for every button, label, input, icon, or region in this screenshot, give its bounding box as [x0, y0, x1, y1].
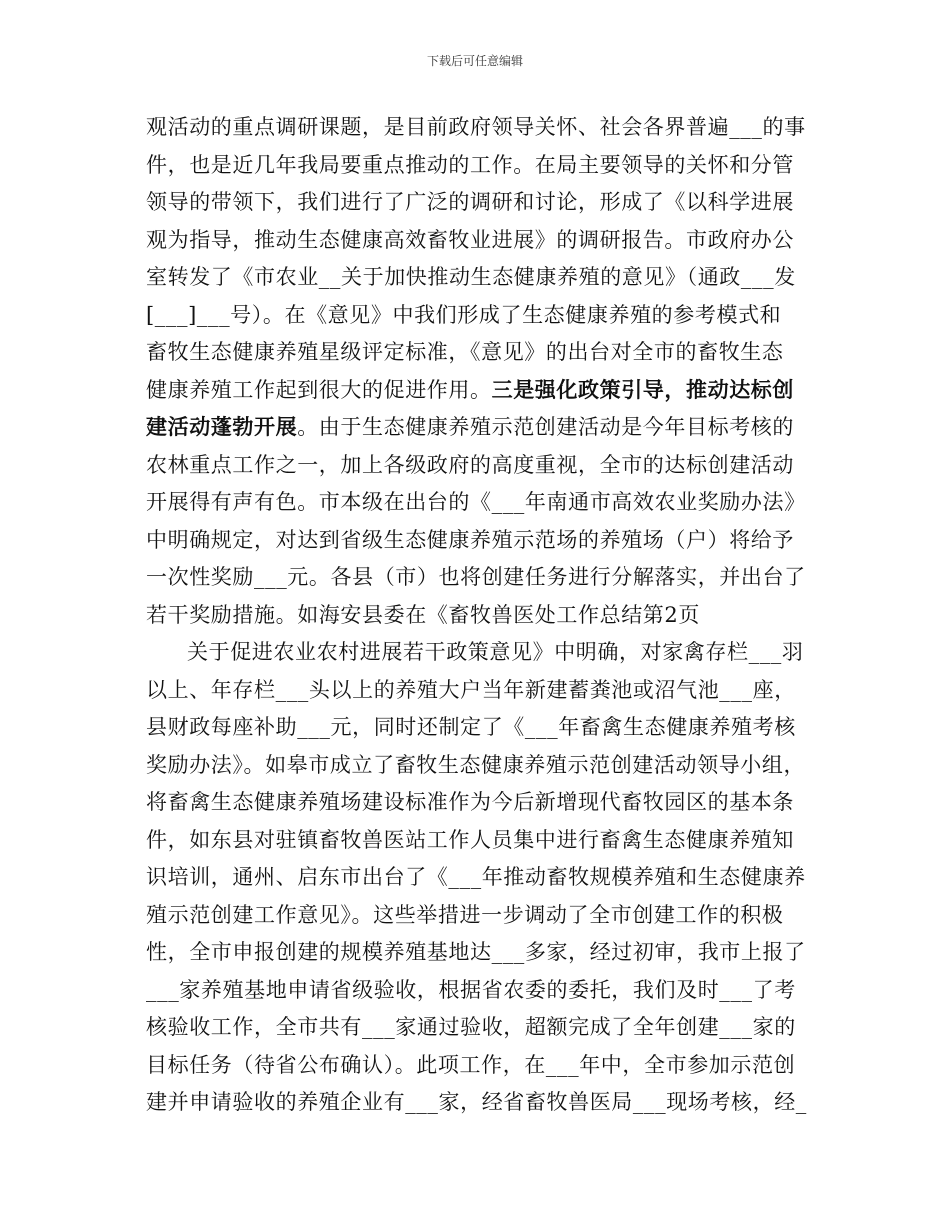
text-line: 观为指导，推动生态健康高效畜牧业进展》的调研报告。市政府办公	[146, 228, 794, 252]
text-line: 关于促进农业农村进展若干政策意见》中明确，对家禽存栏___羽	[187, 640, 804, 664]
text-line: 县财政每座补助___元，同时还制定了《___年畜禽生态健康养殖考核	[146, 715, 796, 739]
text-line: 畜牧生态健康养殖星级评定标准，《意见》的出台对全市的畜牧生态	[146, 340, 784, 364]
text-line: 观活动的重点调研课题，是目前政府领导关怀、社会各界普遍___的事	[146, 115, 806, 139]
text-line: 以上、年存栏___头以上的养殖大户当年新建蓄粪池或沼气池___座，	[146, 678, 796, 702]
text-line: 室转发了《市农业__关于加快推动生态健康养殖的意见》（通政___发	[146, 265, 796, 289]
text-line: 中明确规定，对达到省级生态健康养殖示范场的养殖场（户）将给予	[146, 528, 794, 552]
text-line: 性，全市申报创建的规模养殖基地达___多家，经过初审，我市上报了	[146, 940, 806, 964]
heading-emphasis: 建活动蓬勃开展	[146, 414, 298, 439]
text-plain: 。由于生态健康养殖示范创建活动是今年目标考核的	[297, 415, 795, 439]
text-line: ___家养殖基地申请省级验收，根据省农委的委托，我们及时___了考	[146, 978, 796, 1002]
page-header: 下载后可任意编辑	[426, 54, 523, 68]
text-line: 若干奖励措施。如海安县委在《畜牧兽医处工作总结第2页	[146, 603, 700, 627]
heading-emphasis: 三是强化政策引导，推动达标创	[491, 377, 795, 402]
text-line	[146, 412, 794, 442]
text-line: 领导的带领下，我们进行了广泛的调研和讨论，形成了《以科学进展	[146, 190, 794, 214]
text-line: 一次性奖励___元。各县（市）也将创建任务进行分解落实，并出台了	[146, 565, 806, 589]
text-line: 件，也是近几年我局要重点推动的工作。在局主要领导的关怀和分管	[146, 153, 794, 177]
text-line: 目标任务（待省公布确认）。此项工作，在___年中，全市参加示范创	[146, 1053, 796, 1077]
text-line: 殖示范创建工作意见》。这些举措进一步调动了全市创建工作的积极	[146, 903, 784, 927]
text-line: 开展得有声有色。市本级在出台的《___年南通市高效农业奖励办法》	[146, 490, 806, 514]
text-line	[146, 375, 794, 405]
text-line: 识培训，通州、启东市出台了《___年推动畜牧规模养殖和生态健康养	[146, 865, 806, 889]
text-line: 件，如东县对驻镇畜牧兽医站工作人员集中进行畜禽生态健康养殖知	[146, 828, 794, 852]
text-line: [___]___号）。在《意见》中我们形成了生态健康养殖的参考模式和	[146, 303, 782, 327]
text-line: 农林重点工作之一，加上各级政府的高度重视，全市的达标创建活动	[146, 453, 794, 477]
text-line: 奖励办法》。如皋市成立了畜牧生态健康养殖示范创建活动领导小组，	[146, 753, 806, 777]
text-line: 将畜禽生态健康养殖场建设标准作为今后新增现代畜牧园区的基本条	[146, 790, 794, 814]
text-plain: 健康养殖工作起到很大的促进作用。	[146, 378, 492, 402]
text-line: 核验收工作，全市共有___家通过验收，超额完成了全年创建___家的	[146, 1015, 796, 1039]
text-line: 建并申请验收的养殖企业有___家，经省畜牧兽医局___现场考核，经_	[146, 1090, 807, 1114]
